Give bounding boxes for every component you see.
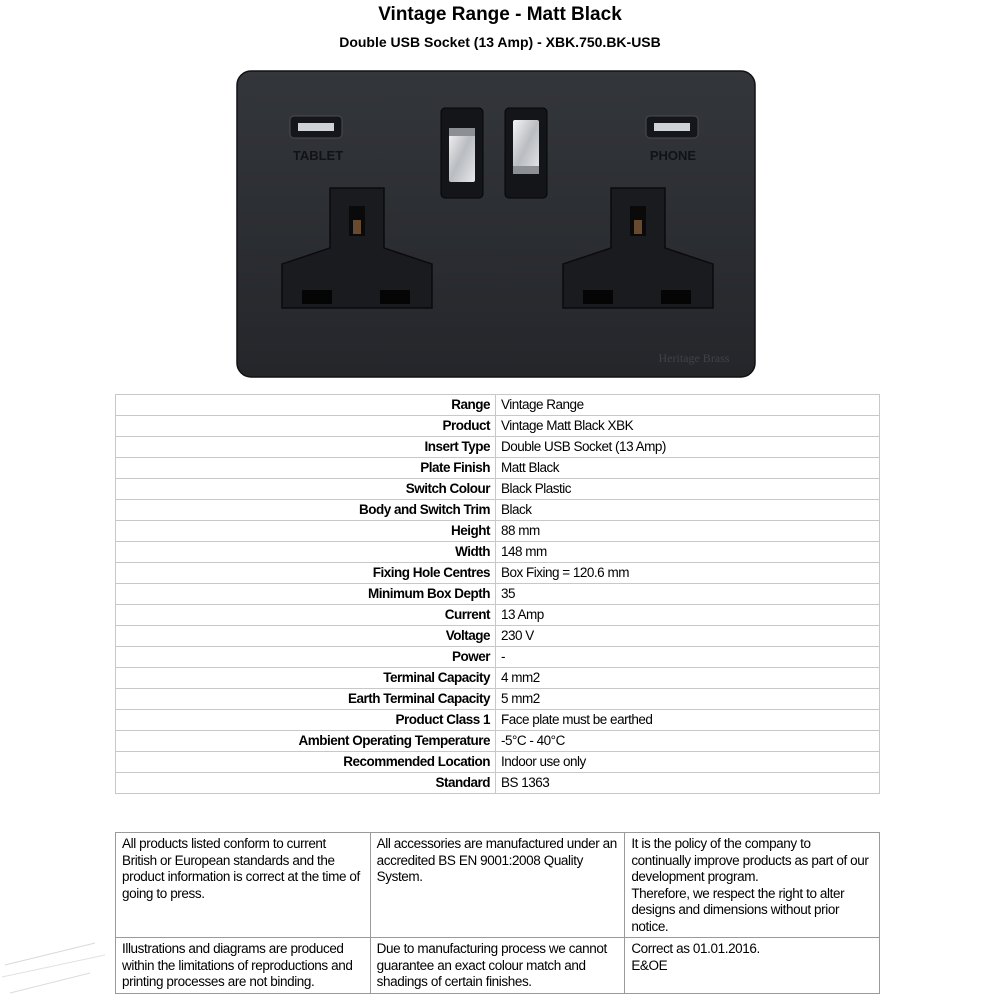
- note-eoe-text: E&OE: [631, 957, 668, 973]
- note-standards-text: All products listed conform to current British or European standards and the product information is correct at the time of going to press.: [122, 836, 360, 901]
- brand-mark: Heritage Brass: [658, 351, 730, 365]
- spec-row: [116, 584, 880, 605]
- usb-port-phone: [646, 116, 698, 138]
- spec-key: Voltage: [116, 626, 496, 647]
- spec-row: [116, 647, 880, 668]
- spec-key: Height: [116, 521, 496, 542]
- spec-value: BS 1363: [496, 773, 880, 794]
- note-illustrations-text: Illustrations and diagrams are produced within the limitations of reproductions and printing processes are not binding.: [122, 941, 353, 989]
- spec-key: Plate Finish: [116, 458, 496, 479]
- spec-row: [116, 689, 880, 710]
- spec-row: [116, 731, 880, 752]
- rocker-switch-left: [441, 108, 483, 198]
- spec-value: Face plate must be earthed: [496, 710, 880, 731]
- spec-value: Black Plastic: [496, 479, 880, 500]
- spec-row: [116, 542, 880, 563]
- note-standards: [116, 833, 371, 938]
- spec-key: Switch Colour: [116, 479, 496, 500]
- spec-key: Recommended Location: [116, 752, 496, 773]
- spec-row: [116, 458, 880, 479]
- spec-key: Insert Type: [116, 437, 496, 458]
- note-manufacturing-text: Due to manufacturing process we cannot guarantee an exact colour match and shadings of certain finishes.: [376, 941, 607, 989]
- spec-key: Fixing Hole Centres: [116, 563, 496, 584]
- note-accessories-text: All accessories are manufactured under an accredited BS EN 9001:2008 Quality System.: [376, 836, 617, 884]
- spec-row: [116, 563, 880, 584]
- note-correct-as-text: Correct as 01.01.2016.: [631, 941, 760, 956]
- note-policy-text-1: It is the policy of the company to continually improve products as part of our development program.: [631, 836, 869, 884]
- spec-row: [116, 479, 880, 500]
- decorative-scratch-marks: [0, 925, 120, 1000]
- spec-value: Indoor use only: [496, 752, 880, 773]
- spec-key: Width: [116, 542, 496, 563]
- spec-value: Vintage Matt Black XBK: [496, 416, 880, 437]
- spec-row: [116, 710, 880, 731]
- note-correct-as: [625, 938, 880, 994]
- spec-row: [116, 752, 880, 773]
- spec-value: Black: [496, 500, 880, 521]
- spec-value: Box Fixing = 120.6 mm: [496, 563, 880, 584]
- note-illustrations: [116, 938, 371, 994]
- spec-key: Product Class 1: [116, 710, 496, 731]
- spec-value: Matt Black: [496, 458, 880, 479]
- spec-value: 5 mm2: [496, 689, 880, 710]
- spec-key: Power: [116, 647, 496, 668]
- spec-row: [116, 605, 880, 626]
- spec-row: [116, 437, 880, 458]
- note-accessories: [370, 833, 625, 938]
- usb-label-phone: PHONE: [649, 148, 697, 163]
- spec-value: 35: [496, 584, 880, 605]
- notes-table: [115, 832, 880, 994]
- rocker-switch-right: [505, 108, 547, 198]
- spec-value: 88 mm: [496, 521, 880, 542]
- usb-label-tablet: TABLET: [292, 148, 344, 163]
- page-title: Vintage Range - Matt Black: [378, 4, 622, 25]
- spec-value: Vintage Range: [496, 395, 880, 416]
- spec-key: Terminal Capacity: [116, 668, 496, 689]
- spec-key: Product: [116, 416, 496, 437]
- note-policy: [625, 833, 880, 938]
- spec-value: 13 Amp: [496, 605, 880, 626]
- socket-product-image: [236, 70, 756, 378]
- spec-row: [116, 773, 880, 794]
- spec-row: [116, 626, 880, 647]
- spec-value: 230 V: [496, 626, 880, 647]
- spec-row: [116, 416, 880, 437]
- spec-value: 148 mm: [496, 542, 880, 563]
- spec-key: Current: [116, 605, 496, 626]
- spec-value: Double USB Socket (13 Amp): [496, 437, 880, 458]
- spec-value: -: [496, 647, 880, 668]
- specification-table: [115, 394, 880, 794]
- spec-key: Range: [116, 395, 496, 416]
- usb-port-tablet: [290, 116, 342, 138]
- spec-row: [116, 521, 880, 542]
- spec-key: Earth Terminal Capacity: [116, 689, 496, 710]
- spec-key: Standard: [116, 773, 496, 794]
- note-manufacturing: [370, 938, 625, 994]
- spec-row: [116, 395, 880, 416]
- spec-key: Minimum Box Depth: [116, 584, 496, 605]
- page-subtitle: Double USB Socket (13 Amp) - XBK.750.BK-USB: [339, 34, 661, 50]
- spec-value: -5°C - 40°C: [496, 731, 880, 752]
- spec-value: 4 mm2: [496, 668, 880, 689]
- spec-row: [116, 668, 880, 689]
- spec-key: Ambient Operating Temperature: [116, 731, 496, 752]
- spec-row: [116, 500, 880, 521]
- spec-key: Body and Switch Trim: [116, 500, 496, 521]
- note-policy-text-2: Therefore, we respect the right to alter designs and dimensions without prior notice.: [631, 885, 845, 934]
